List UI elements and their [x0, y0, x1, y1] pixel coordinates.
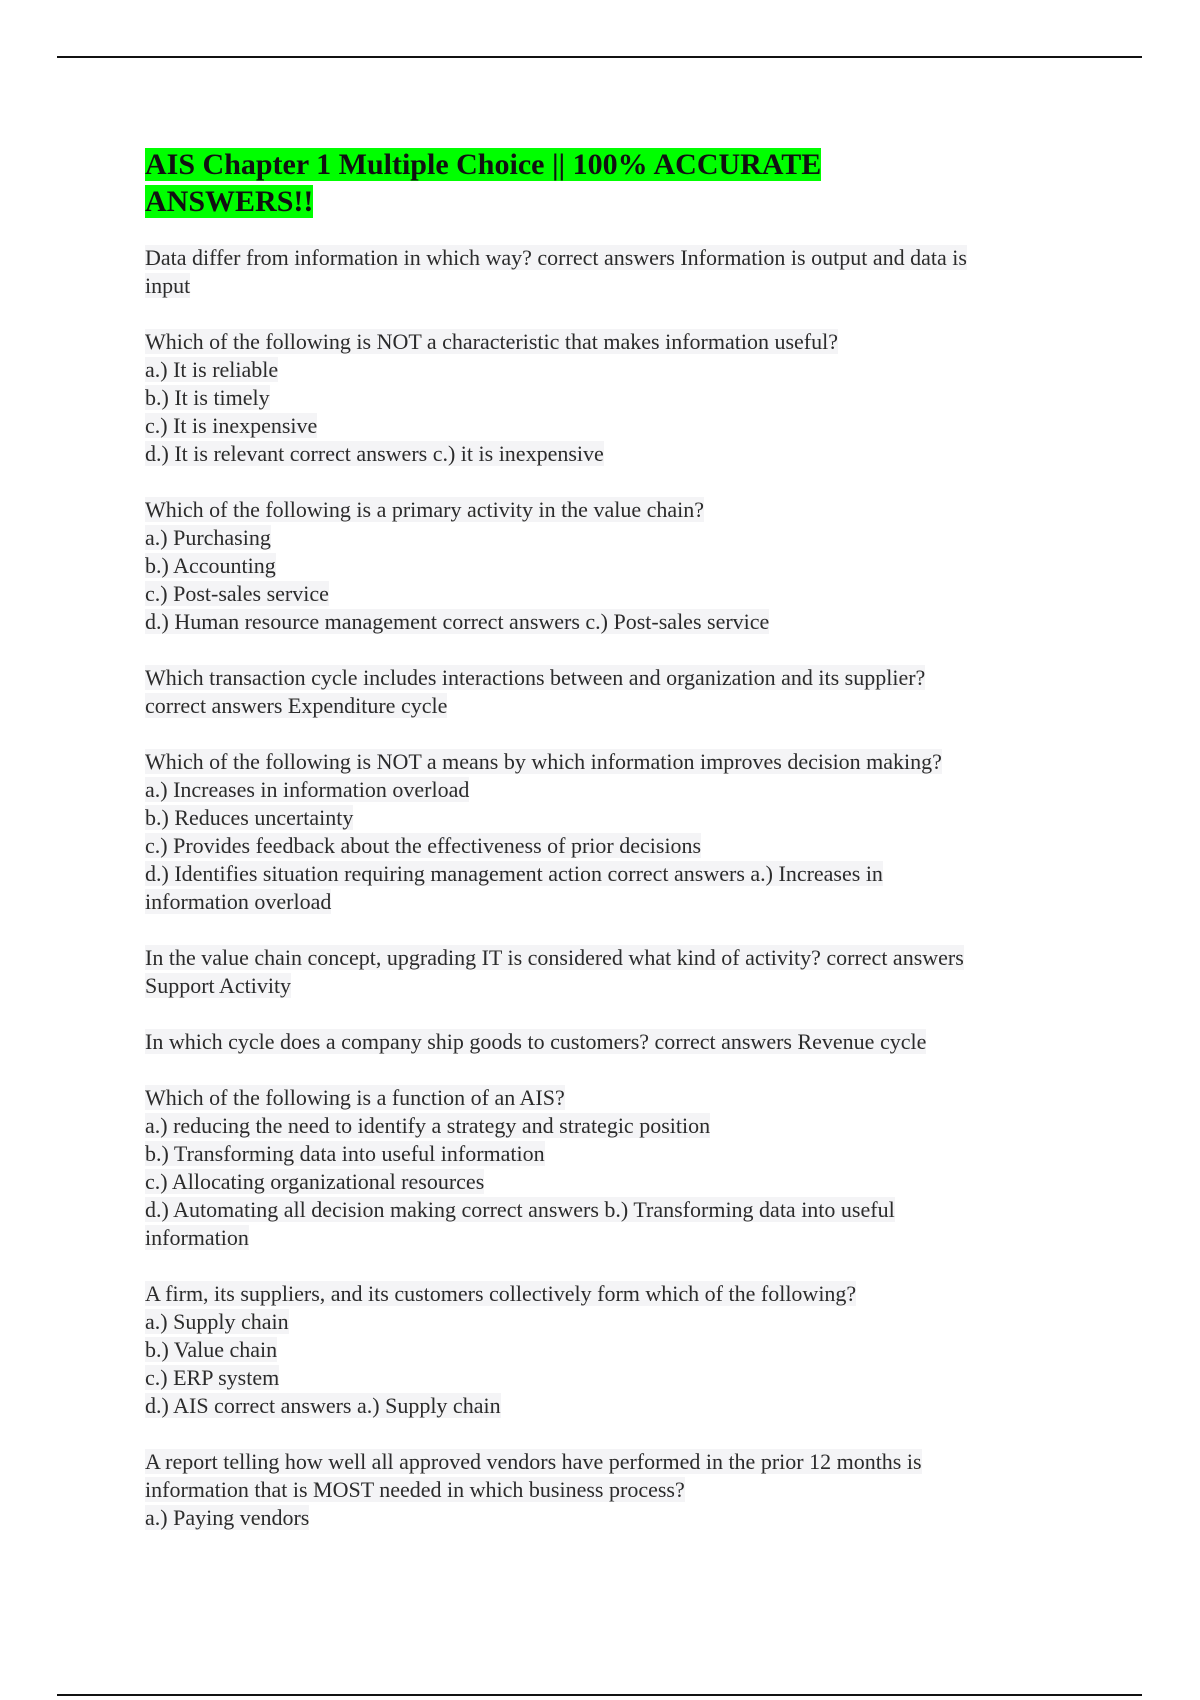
answer-line: c.) Provides feedback about the effectiveness of prior decisions: [145, 833, 702, 858]
answer-line: a.) Purchasing: [145, 525, 271, 550]
document-title: AIS Chapter 1 Multiple Choice || 100% ACCURATE ANSWERS!!: [145, 148, 822, 218]
answer-line: information overload: [145, 889, 332, 914]
question-text: In which cycle does a company ship goods to customers? correct answers Revenue cycle: [145, 1029, 927, 1054]
answer-line: d.) It is relevant correct answers c.) it is inexpensive: [145, 441, 604, 466]
answer-line: c.) It is inexpensive: [145, 413, 318, 438]
answer-line: c.) Allocating organizational resources: [145, 1169, 485, 1194]
question-block: [145, 328, 1065, 468]
question-text: A report telling how well all approved vendors have performed in the prior 12 months is: [145, 1449, 922, 1474]
question-block: [145, 1448, 1065, 1532]
question-block: [145, 748, 1065, 916]
document-body: [145, 146, 1065, 1560]
answer-line: a.) It is reliable: [145, 357, 279, 382]
question-block: [145, 664, 1065, 720]
answer-line: b.) Transforming data into useful information: [145, 1141, 545, 1166]
answer-line: correct answers Expenditure cycle: [145, 693, 448, 718]
answer-line: input: [145, 273, 191, 298]
answer-line: d.) Identifies situation requiring management action correct answers a.) Increases in: [145, 861, 883, 886]
question-text: A firm, its suppliers, and its customers collectively form which of the following?: [145, 1281, 857, 1306]
top-rule: [57, 56, 1142, 58]
answer-line: b.) It is timely: [145, 385, 270, 410]
question-block: [145, 1084, 1065, 1252]
question-text: Which of the following is NOT a means by which information improves decision making?: [145, 749, 942, 774]
question-text: Which of the following is NOT a characteristic that makes information useful?: [145, 329, 838, 354]
question-text: Which transaction cycle includes interactions between and organization and its supplier?: [145, 665, 926, 690]
question-block: [145, 496, 1065, 636]
question-block: [145, 1028, 1065, 1056]
answer-line: Support Activity: [145, 973, 292, 998]
question-block: [145, 944, 1065, 1000]
answer-line: b.) Accounting: [145, 553, 276, 578]
answer-line: information that is MOST needed in which business process?: [145, 1477, 685, 1502]
answer-line: a.) Increases in information overload: [145, 777, 470, 802]
question-text: Which of the following is a function of an AIS?: [145, 1085, 565, 1110]
answer-line: c.) Post-sales service: [145, 581, 329, 606]
answer-line: d.) Automating all decision making correct answers b.) Transforming data into useful: [145, 1197, 895, 1222]
answer-line: b.) Value chain: [145, 1337, 278, 1362]
question-text: Which of the following is a primary activity in the value chain?: [145, 497, 704, 522]
answer-line: information: [145, 1225, 249, 1250]
bottom-rule: [57, 1694, 1142, 1696]
question-text: In the value chain concept, upgrading IT is considered what kind of activity? correct answers: [145, 945, 964, 970]
question-list: [145, 244, 1065, 1532]
answer-line: a.) Supply chain: [145, 1309, 289, 1334]
answer-line: c.) ERP system: [145, 1365, 280, 1390]
question-block: [145, 244, 1065, 300]
answer-line: b.) Reduces uncertainty: [145, 805, 354, 830]
answer-line: a.) Paying vendors: [145, 1505, 310, 1530]
answer-line: d.) AIS correct answers a.) Supply chain: [145, 1393, 501, 1418]
answer-line: a.) reducing the need to identify a strategy and strategic position: [145, 1113, 711, 1138]
answer-line: d.) Human resource management correct answers c.) Post-sales service: [145, 609, 770, 634]
question-block: [145, 1280, 1065, 1420]
question-text: Data differ from information in which way? correct answers Information is output and data is: [145, 245, 967, 270]
